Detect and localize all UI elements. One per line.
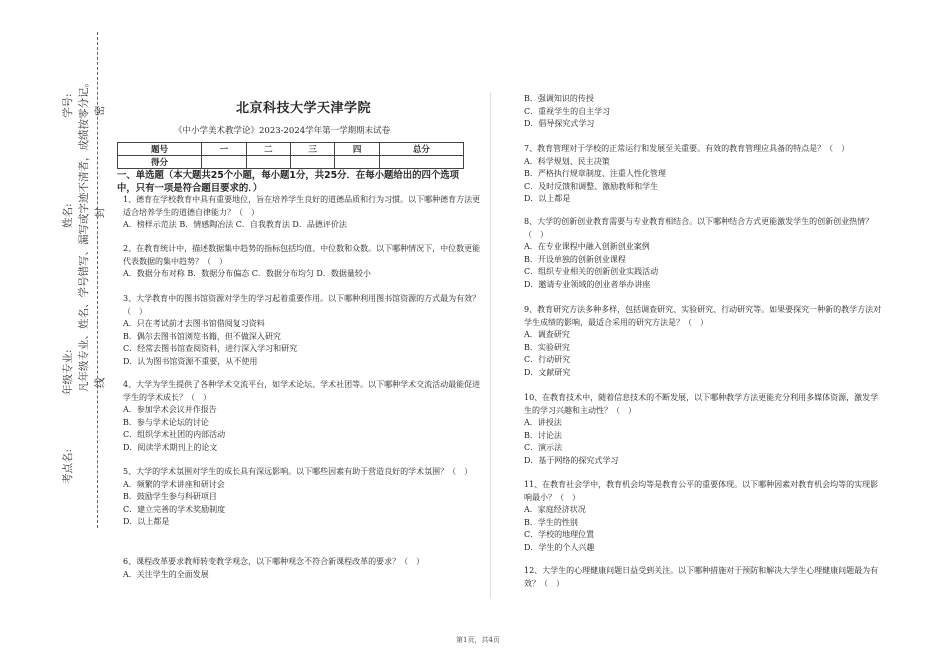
score-table-score-row bbox=[118, 156, 464, 169]
option-b: B．偶尔去图书馆浏览书籍，但不做深入研究 bbox=[123, 331, 281, 341]
question-options: A．数据分布对称 B．数据分布偏态 C．数据分布均匀 D．数据量较小 bbox=[123, 269, 371, 279]
column-divider bbox=[490, 92, 491, 598]
option-d: D．基于网络的探究式学习 bbox=[524, 455, 619, 465]
option-a: A．只在考试前才去图书馆借阅复习资料 bbox=[123, 319, 265, 329]
option-a: A．参加学术会议并作报告 bbox=[123, 405, 217, 415]
binding-instruction: 凡年级专业、姓名、学号错写、漏写或字迹不清者，成绩按零分记。 bbox=[78, 77, 90, 392]
option-c: C．重视学生的自主学习 bbox=[524, 106, 611, 116]
question-5 bbox=[123, 466, 483, 529]
option-d: D．阅读学术期刊上的论文 bbox=[123, 442, 218, 452]
binding-fold-mark: 封 bbox=[94, 207, 106, 218]
page-footer: 第1页，共4页 bbox=[456, 636, 500, 644]
question-9 bbox=[524, 304, 884, 380]
score-header-cell: 总分 bbox=[379, 143, 463, 156]
exam-title: 北京科技大学天津学院 bbox=[236, 101, 372, 116]
binding-seal-mark: 密 bbox=[94, 105, 106, 116]
question-text: 9、教育研究方法多种多样，包括调查研究、实验研究、行动研究等。如果要探究一种新的教学方法对学生成绩的影响，最适合采用的研究方法是？（ ） bbox=[524, 305, 882, 327]
option-d: D．邀请专业领域的创业者举办讲座 bbox=[524, 279, 651, 289]
option-a: A．在专业课程中融入创新创业案例 bbox=[524, 242, 650, 252]
score-header-cell: 二 bbox=[246, 143, 290, 156]
question-text: 8、大学的创新创业教育需要与专业教育相结合。以下哪种结合方式更能激发学生的创新创业热情？（ ） bbox=[524, 217, 874, 239]
option-a: A．调查研究 bbox=[524, 330, 570, 340]
option-c: C．组织专业相关的创新创业实践活动 bbox=[524, 267, 659, 277]
option-c: C．组织学术社团的内部活动 bbox=[123, 430, 226, 440]
option-a: A．科学规划、民主决策 bbox=[524, 156, 610, 166]
question-7 bbox=[524, 143, 884, 206]
option-d: D．倡导探究式学习 bbox=[524, 119, 595, 129]
question-text: 11、在教育社会学中，教育机会均等是教育公平的重要体现。以下哪种因素对教育机会均等的实现影响最小？（ ） bbox=[524, 480, 879, 502]
binding-line-mark: 线 bbox=[94, 377, 106, 388]
binding-name: 姓名: bbox=[62, 203, 74, 228]
question-text: 7、教育管理对于学校的正常运行和发展至关重要。有效的教育管理应具备的特点是？（ ） bbox=[524, 144, 850, 153]
option-c: C．学校的地理位置 bbox=[524, 530, 595, 540]
question-text: 1、德育在学校教育中具有重要地位，旨在培养学生良好的道德品质和行为习惯。以下哪种德育方法更适合培养学生的道德自律能力？（ ） bbox=[123, 195, 481, 217]
score-table-header-row bbox=[118, 143, 464, 156]
option-b: B．鼓励学生参与科研项目 bbox=[123, 492, 217, 502]
option-b: B．严格执行规章制度、注重人性化管理 bbox=[524, 169, 666, 179]
option-c: C．经常去图书馆查阅资料，进行深入学习和研究 bbox=[123, 344, 298, 354]
question-8 bbox=[524, 216, 884, 292]
question-10 bbox=[524, 392, 884, 468]
option-d: D．以上都是 bbox=[123, 517, 170, 527]
section-heading: 一、单选题（本大题共25个小题，每小题1分，共25分．在每小题给出的四个选项中，只有一项是符合题目要求的．） bbox=[117, 170, 459, 194]
score-header-cell: 题号 bbox=[118, 143, 202, 156]
binding-center: 考点名: bbox=[62, 448, 74, 484]
question-text: 2、在教育统计中，描述数据集中趋势的指标包括均值、中位数和众数。以下哪种情况下，中位数更能代表数据的集中趋势？（ ） bbox=[123, 244, 481, 266]
question-3 bbox=[123, 293, 483, 369]
option-c: C．建立完善的学术奖励制度 bbox=[123, 504, 226, 514]
score-header-cell: 三 bbox=[290, 143, 334, 156]
question-text: 12、大学生的心理健康问题日益受到关注。以下哪种措施对于预防和解决大学生心理健康问题最为有效？（ ） bbox=[524, 566, 879, 588]
option-d: D．以上都是 bbox=[524, 194, 571, 204]
option-b: B．开设单独的创新创业课程 bbox=[524, 254, 626, 264]
option-a: A．频繁的学术讲座和研讨会 bbox=[123, 479, 225, 489]
binding-grade-major: 年级专业: bbox=[62, 349, 74, 395]
option-b: B．参与学术论坛的讨论 bbox=[123, 417, 209, 427]
question-text: 5、大学的学术氛围对学生的成长具有深远影响。以下哪些因素有助于营造良好的学术氛围？（ ） bbox=[123, 467, 473, 476]
question-4 bbox=[123, 379, 483, 455]
question-6 bbox=[123, 556, 483, 581]
score-cell bbox=[246, 156, 290, 169]
score-header-cell: 四 bbox=[335, 143, 379, 156]
question-text: 4、大学为学生提供了各种学术交流平台，如学术论坛、学术社团等。以下哪种学术交流活动最能促进学生的学术成长？（ ） bbox=[123, 380, 481, 402]
option-a: A．关注学生的全面发展 bbox=[123, 569, 209, 579]
option-c: C．行动研究 bbox=[524, 355, 571, 365]
exam-subtitle: 《中小学美术教学论》2023-2024学年第一学期期末试卷 bbox=[174, 126, 391, 136]
score-header-cell: 一 bbox=[202, 143, 246, 156]
option-d: D．文献研究 bbox=[524, 367, 571, 377]
option-b: B．实验研究 bbox=[524, 342, 570, 352]
score-row-label: 得分 bbox=[118, 156, 202, 169]
score-table bbox=[117, 142, 464, 169]
option-a: A．家庭经济状况 bbox=[524, 505, 586, 515]
option-c: C．演示法 bbox=[524, 443, 563, 453]
question-options: A．榜样示范法 B．情感陶冶法 C．自我教育法 D．品德评价法 bbox=[123, 220, 347, 230]
option-a: A．讲授法 bbox=[524, 418, 562, 428]
question-text: 10、在教育技术中，随着信息技术的不断发展，以下哪种教学方法更能充分利用多媒体资源，激发学生的学习兴趣和主动性？（ ） bbox=[524, 393, 879, 415]
question-1 bbox=[123, 194, 483, 232]
option-d: D．学生的个人兴趣 bbox=[524, 542, 595, 552]
option-b: B．讨论法 bbox=[524, 430, 562, 440]
score-cell bbox=[290, 156, 334, 169]
question-2 bbox=[123, 243, 483, 281]
question-text: 6、课程改革要求教师转变教学观念，以下哪种观念不符合新课程改革的要求？（ ） bbox=[123, 557, 425, 566]
binding-margin bbox=[0, 0, 108, 672]
option-d: D．认为图书馆资源不重要，从不使用 bbox=[123, 356, 258, 366]
question-12 bbox=[524, 565, 884, 590]
binding-exam-no: 学号: bbox=[62, 93, 74, 118]
question-6-continued bbox=[524, 93, 884, 131]
option-c: C．及时反馈和调整、激励教师和学生 bbox=[524, 181, 659, 191]
question-11 bbox=[524, 479, 884, 555]
score-cell bbox=[379, 156, 463, 169]
option-b: B．强调知识的传授 bbox=[524, 94, 594, 103]
score-cell bbox=[335, 156, 379, 169]
score-cell bbox=[202, 156, 246, 169]
question-text: 3、大学教育中的图书馆资源对学生的学习起着重要作用。以下哪种利用图书馆资源的方式最为有效？（ ） bbox=[123, 294, 481, 316]
option-b: B．学生的性别 bbox=[524, 517, 578, 527]
